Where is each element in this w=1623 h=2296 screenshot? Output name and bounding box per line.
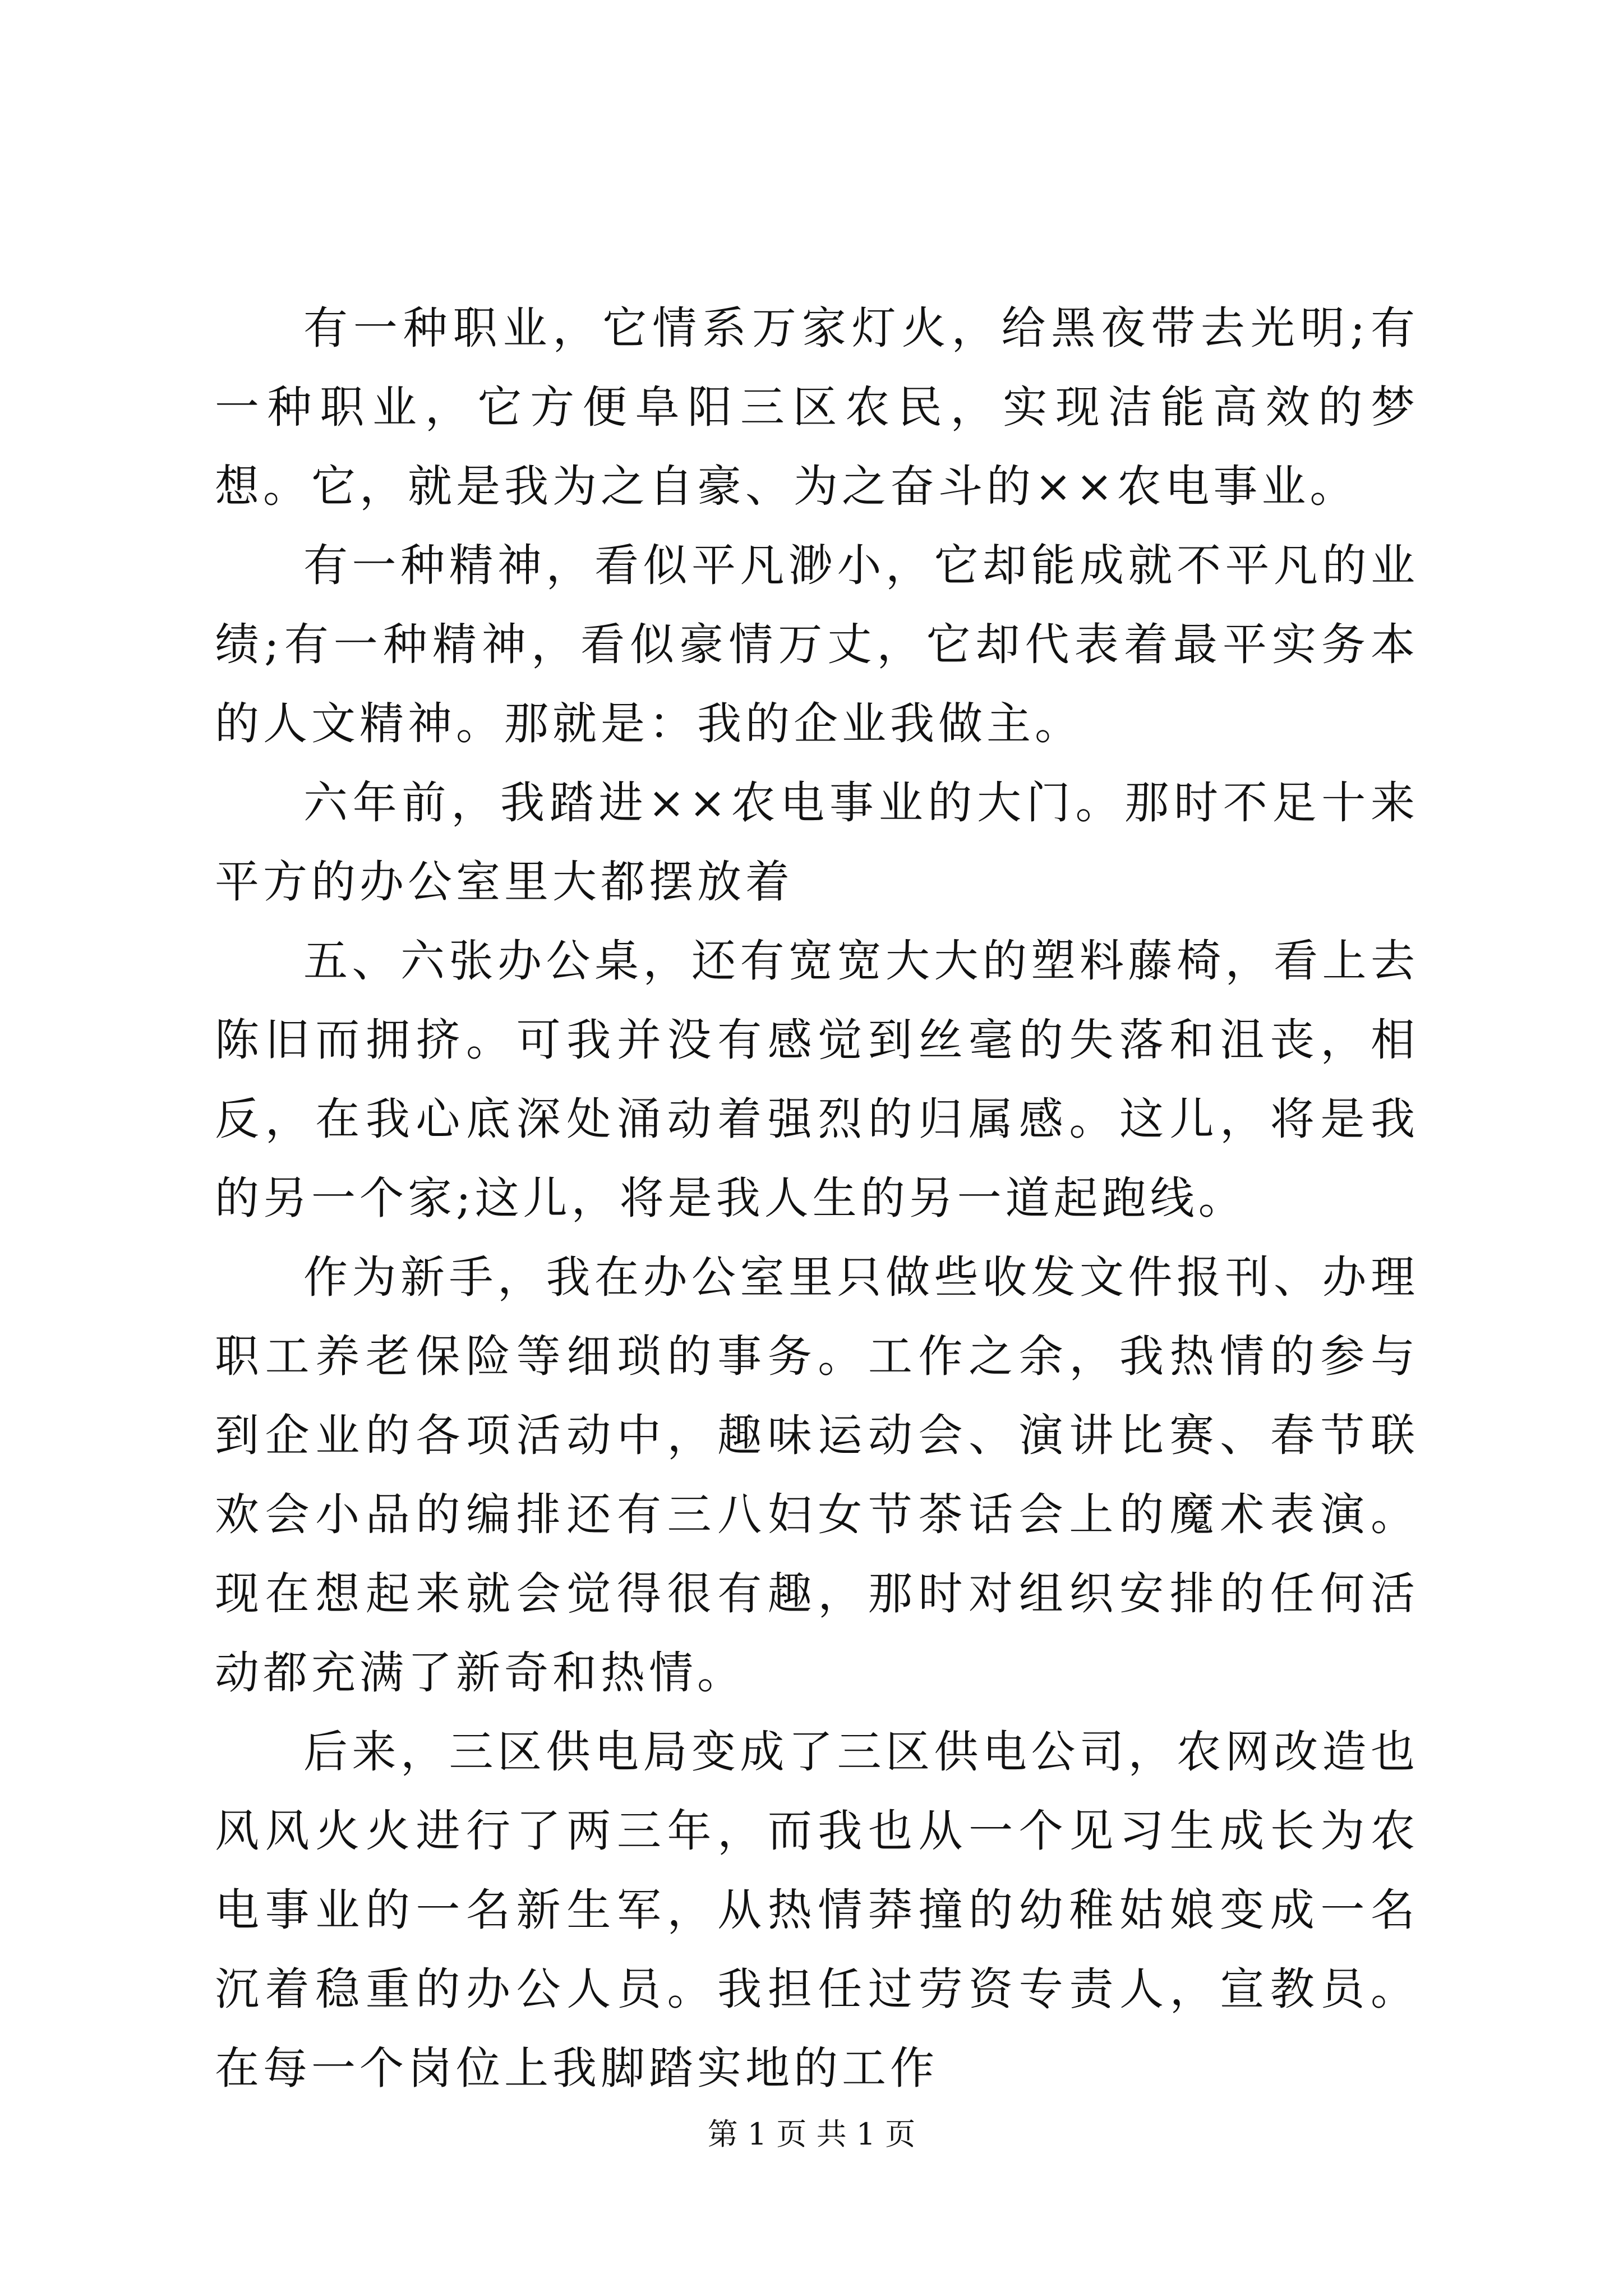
paragraph-2: 有一种精神，看似平凡渺小，它却能成就不平凡的业绩;有一种精神，看似豪情万丈，它却代表着最平实务本的人文精神。那就是：我的企业我做主。 — [215, 540, 1419, 749]
paragraph-4: 五、六张办公桌，还有宽宽大大的塑料藤椅，看上去陈旧而拥挤。可我并没有感觉到丝毫的失落和沮丧，相反，在我心底深处涌动着强烈的归属感。这儿，将是我的另一个家;这儿，将是我人生的另一道起跑线。 — [215, 935, 1419, 1224]
page-footer: 第 1 页 共 1 页 — [707, 2116, 916, 2152]
paragraph-5: 作为新手，我在办公室里只做些收发文件报刊、办理职工养老保险等细琐的事务。工作之余，我热情的参与到企业的各项活动中，趣味运动会、演讲比赛、春节联欢会小品的编排还有三八妇女节茶话会上的魔术表演。现在想起来就会觉得很有趣，那时对组织安排的任何活动都充满了新奇和热情。 — [215, 1251, 1419, 1699]
paragraph-1: 有一种职业，它情系万家灯火，给黑夜带去光明;有一种职业，它方便阜阳三区农民，实现洁能高效的梦想。它，就是我为之自豪、为之奋斗的××农电事业。 — [215, 302, 1419, 512]
paragraph-3: 六年前，我踏进××农电事业的大门。那时不足十来平方的办公室里大都摆放着 — [215, 777, 1419, 908]
paragraph-6: 后来，三区供电局变成了三区供电公司，农网改造也风风火火进行了两三年，而我也从一个见习生成长为农电事业的一名新生军，从热情莽撞的幼稚姑娘变成一名沉着稳重的办公人员。我担任过劳资专责人，宣教员。在每一个岗位上我脚踏实地的工作 — [215, 1726, 1419, 2094]
document-body — [215, 289, 1419, 2108]
